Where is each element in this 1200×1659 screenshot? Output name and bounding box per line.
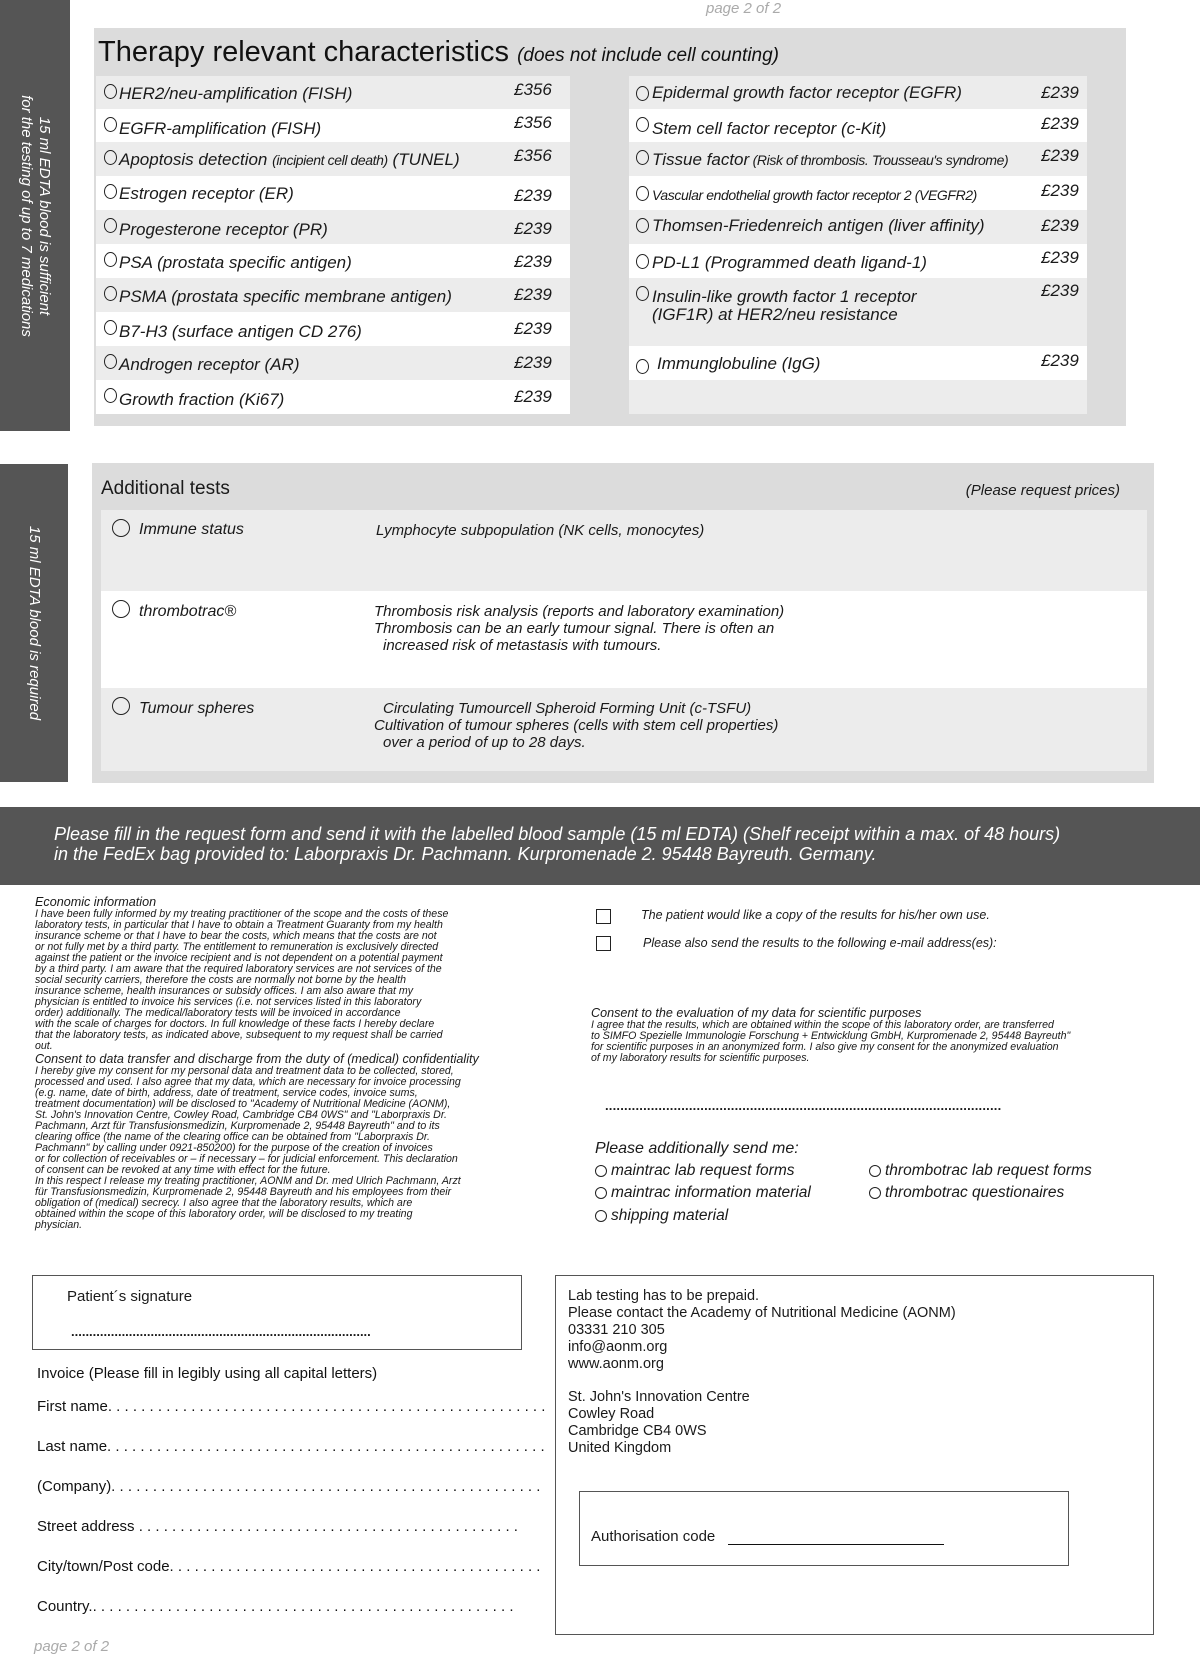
copy-results-label: The patient would like a copy of the results for his/her own use.: [641, 908, 990, 922]
text-line: Pachmann" by calling under 0921-850200) for the purpose of the creation of invoices: [35, 1142, 433, 1154]
therapy-option-price: £239: [514, 319, 552, 338]
therapy-option-label: Insulin-like growth factor 1 receptor: [652, 287, 917, 306]
side-tab-additional: [0, 464, 68, 782]
therapy-option-label: [652, 150, 1008, 170]
radio-circle-icon[interactable]: [104, 218, 117, 233]
therapy-option-price: £239: [1041, 248, 1079, 267]
text-line: I have been fully informed by my treating practitioner of the scope and the costs of these: [35, 908, 449, 920]
therapy-title: [98, 36, 779, 69]
data-transfer-heading: Consent to data transfer and discharge from the duty of (medical) confidentiality: [35, 1052, 479, 1066]
radio-circle-icon[interactable]: [636, 359, 649, 374]
therapy-option-label: PSMA (prostata specific membrane antigen): [119, 287, 452, 306]
therapy-option-label: Epidermal growth factor receptor (EGFR): [652, 83, 962, 102]
therapy-option-label-b: Vascular endothelial growth factor receptor 2 (VEGFR2): [652, 187, 977, 203]
text-line: für Transfusionsmedizin, Kurpromenade 2, 95448 Bayreuth and his employees from their: [35, 1186, 452, 1198]
therapy-option-price: £356: [514, 146, 552, 165]
prepaid-line: Cambridge CB4 0WS: [568, 1423, 707, 1439]
radio-circle-icon[interactable]: [595, 1210, 607, 1222]
text-line: social security carriers, therefore the costs are normally not borne by the health: [35, 974, 406, 986]
prepaid-line: info@aonm.org: [568, 1339, 668, 1355]
additional-test-desc-line: Thrombosis risk analysis (reports and laboratory examination): [374, 603, 785, 620]
additional-test-desc-line: Circulating Tumourcell Spheroid Forming Unit (c-TSFU): [383, 700, 752, 717]
scientific-signature-line[interactable]: ........................................................................................................: [605, 1098, 1002, 1113]
additional-test-desc-line: over a period of up to 28 days.: [383, 734, 586, 751]
therapy-option-row[interactable]: [96, 76, 570, 109]
send-me-option[interactable]: maintrac information material: [611, 1184, 811, 1201]
page-number-header: page 2 of 2: [706, 0, 782, 17]
economic-text: [35, 909, 535, 1052]
page-number-footer: page 2 of 2: [34, 1638, 110, 1655]
scientific-heading: Consent to the evaluation of my data for scientific purposes: [591, 1006, 922, 1020]
radio-circle-icon[interactable]: [104, 286, 117, 301]
text-line: against the patient or the invoice recipient and is not dependent on a potential payment: [35, 952, 443, 964]
therapy-option-label: [119, 150, 460, 170]
radio-circle-icon[interactable]: [112, 697, 130, 715]
radio-circle-icon[interactable]: [636, 150, 649, 165]
radio-circle-icon[interactable]: [104, 117, 117, 132]
therapy-option-price: £239: [514, 252, 552, 271]
send-me-option[interactable]: thrombotrac lab request forms: [885, 1162, 1092, 1179]
economic-information: [35, 895, 535, 1231]
therapy-option-price: £239: [514, 387, 552, 406]
radio-circle-icon[interactable]: [636, 218, 649, 233]
therapy-option-row[interactable]: [96, 244, 570, 278]
prepaid-line: Lab testing has to be prepaid.: [568, 1288, 760, 1304]
text-line: physician.: [35, 1219, 83, 1231]
invoice-company-field[interactable]: (Company). . . . . . . . . . . . . . . . . . . . . . . . . . . . . . . . . . . . . . . . . . . . . . . . . . . .: [37, 1478, 541, 1495]
therapy-option-label: Androgen receptor (AR): [119, 355, 300, 374]
radio-circle-icon[interactable]: [869, 1187, 881, 1199]
therapy-option-label: Estrogen receptor (ER): [119, 184, 294, 203]
patient-signature-label: Patient´s signature: [67, 1288, 193, 1305]
therapy-option-label-b: (Risk of thrombosis. Trousseau's syndrome): [749, 152, 1009, 168]
invoice-country-field[interactable]: Country.. . . . . . . . . . . . . . . . . . . . . . . . . . . . . . . . . . . . . . . . . . . . . . . . . . .: [37, 1598, 514, 1615]
text-line: laboratory tests, in particular that I have to obtain a Treatment Guaranty from my health: [35, 919, 443, 931]
therapy-option-price: £239: [514, 219, 552, 238]
additional-test-name: thrombotrac®: [139, 603, 237, 620]
text-line: with the scale of charges for doctors. In full knowledge of these facts I hereby declare: [35, 1018, 435, 1030]
radio-circle-icon[interactable]: [104, 354, 117, 369]
text-line: treatment documentation) will be disclosed to "Academy of Nutritional Medicine (AONM),: [35, 1098, 451, 1110]
therapy-option-price: £239: [1041, 351, 1079, 370]
radio-circle-icon[interactable]: [636, 286, 649, 301]
therapy-option-label: EGFR-amplification (FISH): [119, 119, 322, 138]
therapy-option-label-b: (incipient cell death): [272, 152, 388, 168]
side-tab-therapy-text: [17, 95, 53, 337]
therapy-option-price: £239: [1041, 281, 1079, 300]
radio-circle-icon[interactable]: [112, 519, 130, 537]
therapy-option-label: HER2/neu-amplification (FISH): [119, 84, 353, 103]
therapy-option-price: £239: [1041, 216, 1079, 235]
additional-test-desc-line: increased risk of metastasis with tumours.: [383, 637, 662, 654]
additional-tests-section: [92, 463, 1154, 783]
therapy-option-label-a: Apoptosis detection: [119, 150, 273, 169]
authorisation-code-box: [579, 1491, 1069, 1566]
therapy-option-label-a: Tissue factor: [652, 150, 750, 169]
text-line: In this respect I release my treating practitioner, AONM and Dr. med Ulrich Pachmann, Arzt: [35, 1175, 461, 1187]
email-results-checkbox[interactable]: [596, 936, 611, 951]
send-me-option[interactable]: shipping material: [611, 1207, 729, 1224]
text-line: St. John's Innovation Centre, Cowley Road, Cambridge CB4 0WS" and "Laborpraxis Dr.: [35, 1109, 447, 1121]
radio-circle-icon[interactable]: [636, 117, 649, 132]
therapy-option-price: £239: [1041, 114, 1079, 133]
radio-circle-icon[interactable]: [636, 254, 649, 269]
additional-tests-title: Additional tests: [101, 478, 230, 499]
therapy-option-label: Thomsen-Friedenreich antigen (liver affinity): [652, 216, 985, 235]
therapy-option-row[interactable]: [629, 346, 1087, 380]
text-line: Pachmann, Arzt für Transfusionsmedizin, Kurpromenade 2, 95448 Bayreuth" and to its: [35, 1120, 440, 1132]
data-transfer-text: [35, 1066, 535, 1231]
banner-line-1: Please fill in the request form and send it with the labelled blood sample (15 ml EDTA) (Shelf receipt within a max. of 48 hours): [54, 824, 1061, 844]
radio-circle-icon[interactable]: [636, 186, 649, 201]
text-line: that the laboratory tests, as indicated above, subsequent to my request shall be carried: [35, 1029, 443, 1041]
send-me-heading: Please additionally send me:: [595, 1140, 799, 1157]
prepaid-line: 03331 210 305: [568, 1322, 665, 1338]
therapy-option-row[interactable]: [629, 244, 1087, 278]
economic-heading: Economic information: [35, 895, 157, 909]
therapy-option-label: Immunglobuline (IgG): [657, 354, 821, 373]
additional-test-desc-line: Cultivation of tumour spheres (cells with stem cell properties): [374, 717, 779, 734]
text-line: clearing office (the name of the clearing office can be obtained from "Laborpraxis Dr.: [35, 1131, 430, 1143]
therapy-option-row[interactable]: [96, 380, 570, 414]
radio-circle-icon[interactable]: [595, 1165, 607, 1177]
therapy-option-price: £239: [1041, 83, 1079, 102]
therapy-subtitle: (does not include cell counting): [517, 45, 779, 66]
therapy-option-label: Progesterone receptor (PR): [119, 220, 328, 239]
send-me-option[interactable]: maintrac lab request forms: [611, 1162, 795, 1179]
additional-test-desc-line: Thrombosis can be an early tumour signal. There is often an: [374, 620, 775, 637]
additional-test-row[interactable]: [101, 510, 1147, 591]
copy-results-checkbox[interactable]: [596, 909, 611, 924]
therapy-option-row[interactable]: [96, 346, 570, 380]
invoice-first-name-field[interactable]: First name. . . . . . . . . . . . . . . . . . . . . . . . . . . . . . . . . . . . . . . . . . . . . . . . . . . . .: [37, 1398, 546, 1415]
therapy-title-text: Therapy relevant characteristics: [98, 36, 509, 68]
invoice-last-name-field[interactable]: Last name. . . . . . . . . . . . . . . . . . . . . . . . . . . . . . . . . . . . . . . . . . . . . . . . . . . . .: [37, 1438, 545, 1455]
therapy-option-price: £239: [514, 353, 552, 372]
invoice-heading: Invoice (Please fill in legibly using all capital letters): [37, 1365, 378, 1382]
therapy-option-label: Growth fraction (Ki67): [119, 390, 285, 409]
therapy-option-row[interactable]: [96, 210, 570, 244]
radio-circle-icon[interactable]: [104, 388, 117, 403]
prepaid-line: [568, 1373, 956, 1389]
therapy-option-price: £356: [514, 80, 552, 99]
radio-circle-icon[interactable]: [104, 84, 117, 99]
text-line: for scientific purposes in an anonymized form. I also give my consent for the anonymized evaluation: [591, 1041, 1059, 1053]
therapy-option-row[interactable]: [629, 210, 1087, 244]
therapy-option-label-c: (TUNEL): [387, 150, 460, 169]
additional-tests-note: (Please request prices): [965, 482, 1120, 499]
scientific-consent: [591, 1006, 1070, 1064]
therapy-option-row[interactable]: [96, 278, 570, 312]
therapy-option-label: [652, 185, 977, 205]
text-line: by a third party. I am aware that the required laboratory services are not services of the: [35, 963, 442, 975]
side-tab-therapy-line-1: 15 ml EDTA blood is sufficient: [36, 116, 53, 315]
therapy-option-row[interactable]: [96, 109, 570, 142]
text-line: insurance scheme or that I have to bear the costs, which means that the costs are not: [35, 930, 437, 942]
prepaid-line: Cowley Road: [568, 1406, 655, 1422]
additional-test-row[interactable]: [101, 591, 1147, 688]
text-line: obligation of (medical) secrecy. I also agree that the laboratory results, which are: [35, 1197, 413, 1209]
patient-signature-box[interactable]: [32, 1275, 522, 1350]
text-line: of my laboratory results for scientific purposes.: [591, 1052, 810, 1064]
additional-test-row[interactable]: [101, 688, 1147, 771]
therapy-option-row[interactable]: [629, 142, 1087, 176]
text-line: I hereby give my consent for my personal data and treatment data to be collected, stored,: [35, 1065, 454, 1077]
text-line: processed and used. I also agree that my data, which are necessary for invoice processing: [35, 1076, 461, 1088]
radio-circle-icon[interactable]: [636, 86, 649, 101]
radio-circle-icon[interactable]: [104, 252, 117, 267]
therapy-option-label: Stem cell factor receptor (c-Kit): [652, 119, 887, 138]
patient-signature-line: ...................................................................................: [71, 1324, 371, 1339]
text-line: or not fully met by a third party. The entitlement to remuneration is exclusively directed: [35, 941, 439, 953]
instruction-banner: [0, 807, 1200, 885]
therapy-option-row[interactable]: [629, 278, 1087, 346]
therapy-empty-row: [629, 380, 1087, 414]
therapy-section: [94, 28, 1126, 426]
therapy-option-row[interactable]: [629, 176, 1087, 210]
email-results-label: Please also send the results to the following e-mail address(es):: [643, 936, 997, 950]
therapy-option-label-line-2: (IGF1R) at HER2/neu resistance: [652, 305, 898, 324]
therapy-option-row[interactable]: [96, 142, 570, 176]
therapy-option-label: PSA (prostata specific antigen): [119, 253, 352, 272]
prepaid-line: Please contact the Academy of Nutritional Medicine (AONM): [568, 1305, 956, 1321]
banner-line-2: in the FedEx bag provided to: Laborpraxis Dr. Pachmann. Kurpromenade 2. 95448 Bayreuth. Germany.: [54, 844, 877, 864]
authorisation-code-input[interactable]: [728, 1544, 944, 1545]
additional-test-name: Immune status: [139, 521, 244, 538]
radio-circle-icon[interactable]: [104, 320, 117, 335]
radio-circle-icon[interactable]: [104, 150, 117, 165]
therapy-option-row[interactable]: [629, 76, 1087, 109]
text-line: I agree that the results, which are obtained within the scope of this laboratory order, are transferred: [591, 1019, 1054, 1031]
side-tab-therapy: [0, 0, 70, 431]
additional-test-desc-line: Lymphocyte subpopulation (NK cells, monocytes): [376, 522, 705, 539]
scientific-text: [591, 1020, 1070, 1064]
text-line: insurance scheme, health insurances or subsidy offices. I am also aware that my: [35, 985, 414, 997]
therapy-option-price: £239: [514, 285, 552, 304]
therapy-option-label: PD-L1 (Programmed death ligand-1): [652, 253, 927, 272]
side-tab-therapy-line-2: for the testing of up to 7 medications: [18, 94, 35, 337]
side-tab-additional-text: 15 ml EDTA blood is required: [26, 525, 43, 721]
radio-circle-icon[interactable]: [104, 184, 117, 199]
text-line: to SIMFO Spezielle Immunologie Forschung + Entwicklung GmbH, Kurpromenade 2, 95448 Bayreuth": [591, 1030, 1071, 1042]
therapy-option-price: £239: [1041, 146, 1079, 165]
text-line: or for collection of receivables or – if necessary – for judicial enforcement. This declaration: [35, 1153, 458, 1165]
text-line: of consent can be revoked at any time with effect for the future.: [35, 1164, 331, 1176]
radio-circle-icon[interactable]: [595, 1187, 607, 1199]
radio-circle-icon[interactable]: [869, 1165, 881, 1177]
prepaid-line: www.aonm.org: [568, 1356, 664, 1372]
radio-circle-icon[interactable]: [112, 600, 130, 618]
invoice-street-field[interactable]: Street address . . . . . . . . . . . . . . . . . . . . . . . . . . . . . . . . . . . . . . . . . . . . . .: [37, 1518, 518, 1535]
additional-test-name: Tumour spheres: [139, 700, 255, 717]
text-line: physician is entitled to invoice his services (i.e. not services listed in this laboratory: [35, 996, 422, 1008]
prepaid-line: St. John's Innovation Centre: [568, 1389, 750, 1405]
therapy-option-row[interactable]: [629, 109, 1087, 142]
therapy-left-column: [96, 76, 570, 418]
prepaid-info-box: [555, 1275, 1154, 1635]
text-line: order) additionally. The medical/laboratory tests will be invoiced in accordance: [35, 1007, 401, 1019]
therapy-option-price: £239: [1041, 181, 1079, 200]
send-me-option[interactable]: thrombotrac questionaires: [885, 1184, 1065, 1201]
text-line: (e.g. name, date of birth, address, date of treatment, service codes, invoice sums,: [35, 1087, 418, 1099]
text-line: obtained within the scope of this laboratory order, will be disclosed to my treating: [35, 1208, 413, 1220]
therapy-option-price: £356: [514, 113, 552, 132]
therapy-option-label: B7-H3 (surface antigen CD 276): [119, 322, 362, 341]
therapy-option-row[interactable]: [96, 176, 570, 210]
prepaid-info-text: [568, 1288, 956, 1457]
prepaid-line: United Kingdom: [568, 1440, 672, 1456]
invoice-city-field[interactable]: City/town/Post code. . . . . . . . . . . . . . . . . . . . . . . . . . . . . . . . . . . . . . . . . . . . .: [37, 1558, 541, 1575]
therapy-option-row[interactable]: [96, 312, 570, 346]
text-line: out.: [35, 1040, 53, 1052]
authorisation-code-label: Authorisation code: [591, 1528, 716, 1545]
therapy-option-price: £239: [514, 186, 552, 205]
therapy-right-column: [629, 76, 1087, 418]
